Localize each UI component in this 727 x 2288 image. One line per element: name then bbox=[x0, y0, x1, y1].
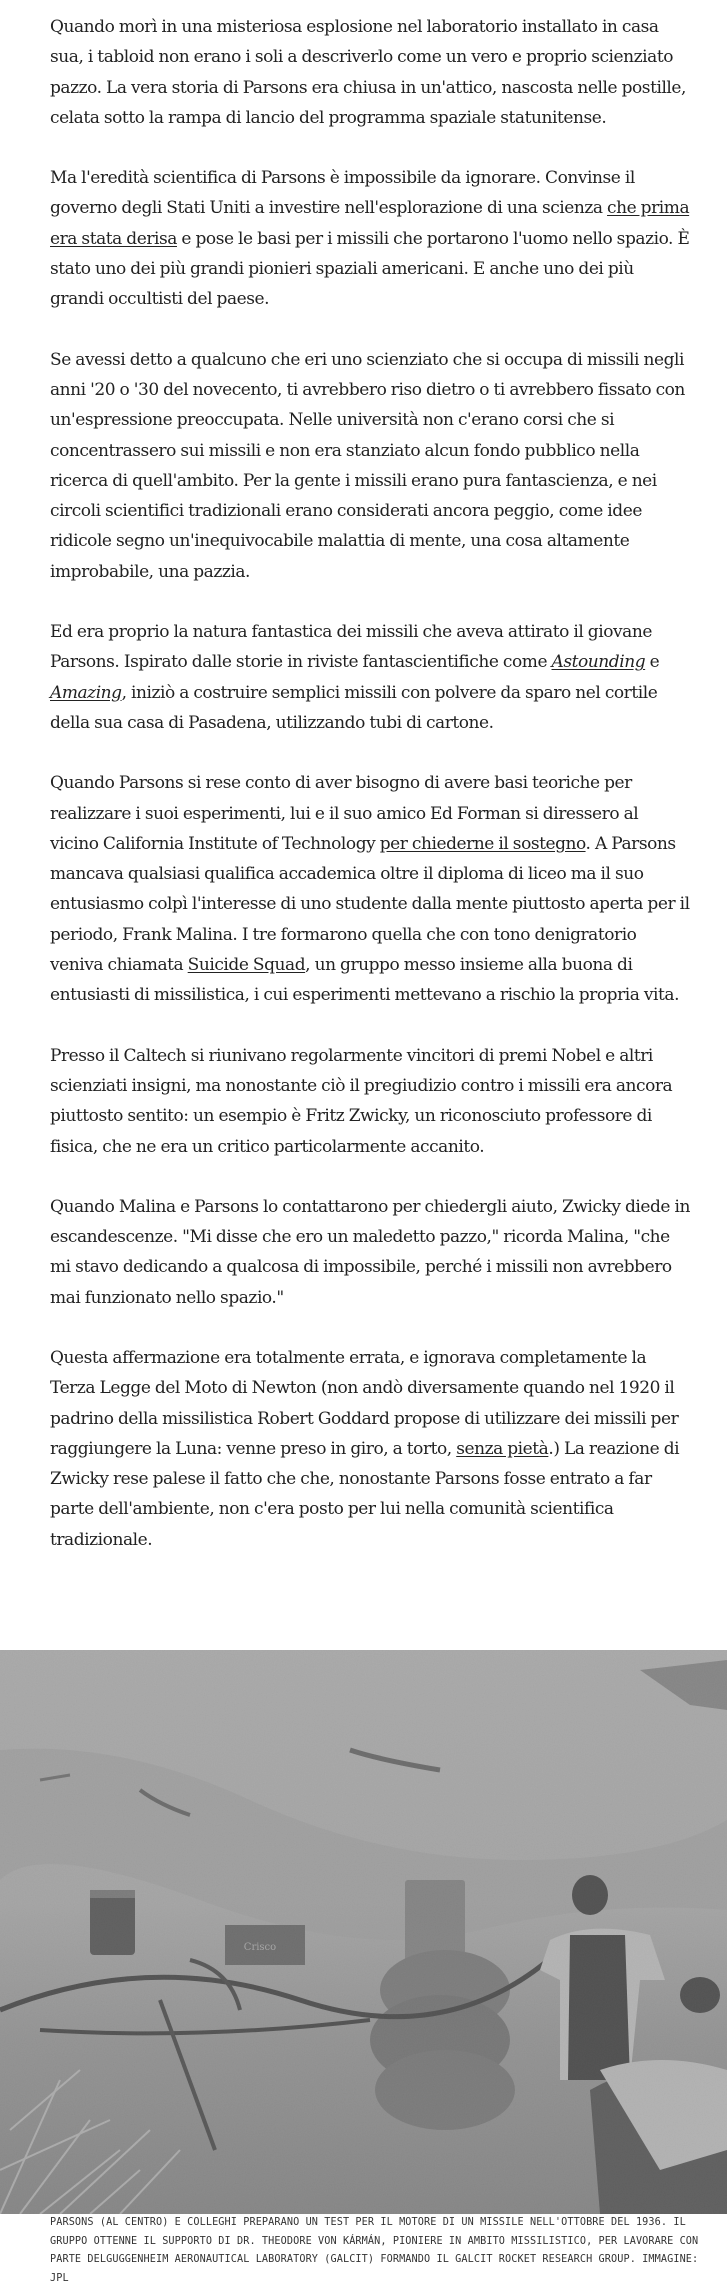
paragraph-text: e pose le basi per i missili che portarono l'uomo nello spazio. È stato uno dei più grandi pionieri spaziali americani. E anche uno dei più grandi occultisti del paese. bbox=[50, 228, 690, 310]
inline-link[interactable] bbox=[50, 683, 122, 703]
article-paragraph bbox=[50, 1041, 690, 1162]
article-paragraph bbox=[50, 768, 690, 1010]
inline-link[interactable] bbox=[552, 652, 646, 672]
inline-link[interactable]: per chiederne il sostegno bbox=[379, 833, 586, 854]
paragraph-text: Ma l'eredità scientifica di Parsons è impossibile da ignorare. Convinse il governo degli Stati Uniti a investire nell'esplorazione di una scienza bbox=[50, 168, 635, 219]
article-paragraph bbox=[50, 12, 690, 133]
article-paragraph bbox=[50, 345, 690, 587]
inline-link-text: Amazing bbox=[50, 682, 122, 703]
photo-caption: PARSONS (AL CENTRO) E COLLEGHI PREPARANO UN TEST PER IL MOTORE DI UN MISSILE NELL'OTTOBRE DEL 1936. IL GRUPPO OTTENNE IL SUPPORTO DI DR. THEODORE VON KÁRMÁN, PIONIERE IN AMBITO MISSILISTICO, PER LAVORARE CON PARTE DELGUGGENHEIM AERONAUTICAL LABORATORY (GALCIT) FORMANDO IL GALCIT ROCKET RESEARCH GROUP. IMMAGINE: JPL bbox=[50, 2217, 699, 2284]
paragraph-text: .) La reazione di Zwicky rese palese il fatto che che, nonostante Parsons fosse entrato a far parte dell'ambiente, non c'era posto per lui nella comunità scientifica tradizionale. bbox=[50, 1438, 680, 1550]
paragraph-text: . A Parsons mancava qualsiasi qualifica accademica oltre il diploma di liceo ma il suo entusiasmo colpì l'interesse di uno studente dalla mente piuttosto aperta per il periodo, Frank Malina. I tre formarono quella che con tono denigratorio veniva chiamata bbox=[50, 833, 690, 976]
inline-link[interactable]: senza pietà bbox=[456, 1438, 549, 1459]
paragraph-text: Questa affermazione era totalmente errata, e ignorava completamente la Terza Legge del Moto di Newton (non andò diversamente quando nel 1920 il padrino della missilistica Robert Goddard propose di utilizzare dei missili per raggiungere la Luna: venne preso in giro, a torto, bbox=[50, 1347, 679, 1459]
paragraph-text: Ed era proprio la natura fantastica dei missili che aveva attirato il giovane Parsons. Ispirato dalle storie in riviste fantascientifiche come bbox=[50, 622, 652, 673]
article-body bbox=[50, 12, 690, 1585]
paragraph-text: Quando Parsons si rese conto di aver bisogno di avere basi teoriche per realizzare i suoi esperimenti, lui e il suo amico Ed Forman si diressero al vicino California Institute of Technology bbox=[50, 773, 639, 854]
paragraph-text: e bbox=[645, 652, 660, 673]
paragraph-text: Quando morì in una misteriosa esplosione nel laboratorio installato in casa sua, i tabloid non erano i soli a descriverlo come un vero e proprio scienziato pazzo. La vera storia di Parsons era chiusa in un'attico, nascosta nelle postille, celata sotto la rampa di lancio del programma spaziale statunitense. bbox=[50, 17, 686, 128]
paragraph-text: Se avessi detto a qualcuno che eri uno scienziato che si occupa di missili negli anni '20 o '30 del novecento, ti avrebbero riso dietro o ti avrebbero fissato con un'espressione preoccupata. Nelle università non c'erano corsi che si concentrassero sui missili e non era stanziato alcun fondo pubblico nella ricerca di quell'ambito. Per la gente i missili erano pura fantascienza, e nei circoli scientifici tradizionali erano considerati ancora peggio, come idee ridicole segno un'inequivocabile malattia di mente, una cosa altamente improbabile, una pazzia. bbox=[50, 349, 685, 582]
article-paragraph bbox=[50, 163, 690, 314]
paragraph-text: Quando Malina e Parsons lo contattarono per chiedergli aiuto, Zwicky diede in escandescenze. "Mi disse che ero un maledetto pazzo," ricorda Malina, "che mi stavo dedicando a qualcosa di impossibile, perché i missili non avrebbero mai funzionato nello spazio." bbox=[50, 1196, 690, 1308]
inline-link-text: Astounding bbox=[551, 652, 646, 673]
article-paragraph bbox=[50, 1343, 690, 1555]
article-paragraph bbox=[50, 617, 690, 738]
inline-link[interactable]: che prima era stata derisa bbox=[50, 198, 690, 249]
paragraph-text: , iniziò a costruire semplici missili con polvere da sparo nel cortile della sua casa di Pasadena, utilizzando tubi di cartone. bbox=[50, 682, 658, 733]
photo-rocket-test bbox=[0, 1650, 727, 2214]
article-paragraph bbox=[50, 1192, 690, 1313]
paragraph-text: Presso il Caltech si riunivano regolarmente vincitori di premi Nobel e altri scienziati insigni, ma nonostante ciò il pregiudizio contro i missili era ancora piuttosto sentito: un esempio è Fritz Zwicky, un riconosciuto professore di fisica, che ne era un critico particolarmente accanito. bbox=[50, 1045, 673, 1157]
article-photo bbox=[0, 1650, 727, 2214]
paragraph-text: , un gruppo messo insieme alla buona di entusiasti di missilistica, i cui esperimenti mettevano a rischio la propria vita. bbox=[50, 955, 680, 1006]
inline-link[interactable]: Suicide Squad bbox=[187, 955, 306, 976]
